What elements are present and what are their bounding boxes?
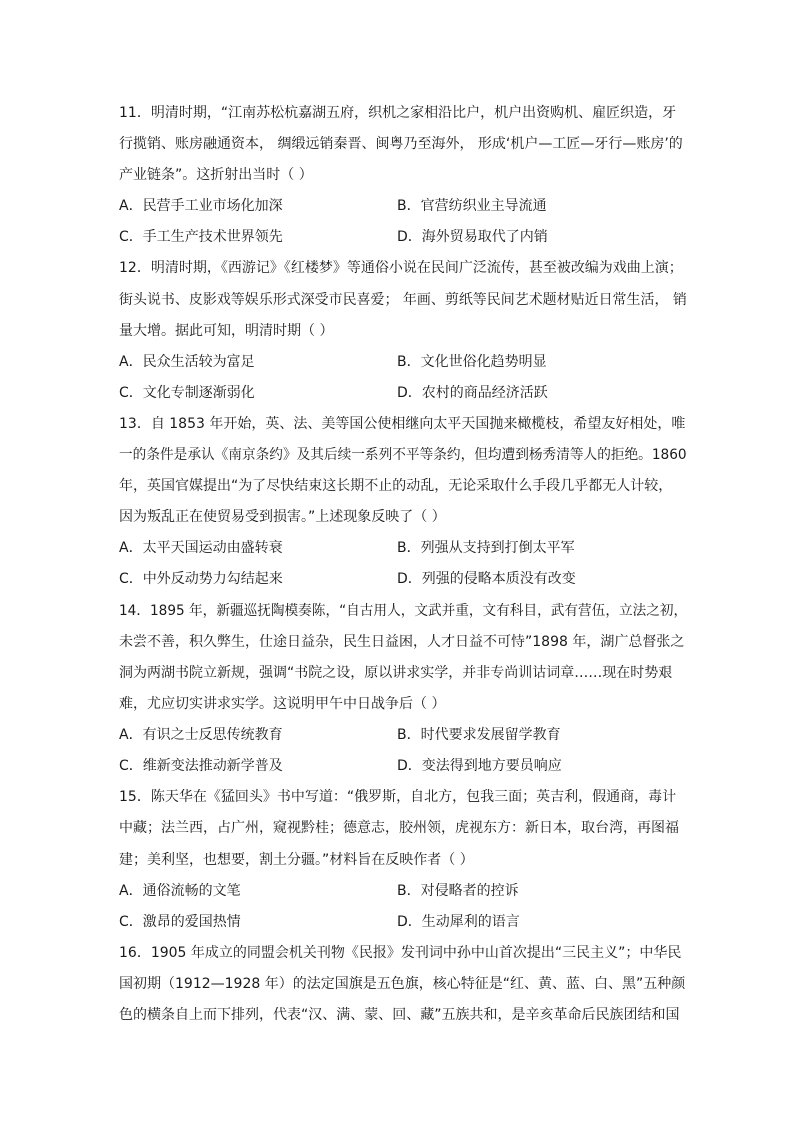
- q13-stem-line-3: 年，英国官媒提出“为了尽快结束这长期不止的动乱，无论采取什么手段几乎都无人计较，: [119, 478, 673, 494]
- q15-stem-line-3: 建；美利坚，也想要，割土分疆。”材料旨在反映作者（ ）: [119, 852, 474, 868]
- q12-stem-line-3: 量大增。据此可知，明清时期（ ）: [119, 323, 334, 339]
- q13-stem-line-2: 一的条件是承认《南京条约》及其后续一系列不平等条约，但均遭到杨秀清等人的拒绝。1860: [119, 447, 687, 463]
- q12-stem-line-2: 街头说书、皮影戏等娱乐形式深受市民喜爱； 年画、剪纸等民间艺术题材贴近日常生活， 销: [119, 292, 687, 308]
- q15-option-a: A．通俗流畅的文笔: [119, 883, 241, 899]
- q12-option-a: A．民众生活较为富足: [119, 354, 255, 370]
- q12-option-d: D．农村的商品经济活跃: [397, 385, 548, 401]
- q15-stem-line-1: 15．陈天华在《猛回头》书中写道：“俄罗斯，自北方，包我三面；英吉利，假通商，毒计: [119, 789, 677, 805]
- q12-option-c: C．文化专制逐渐弱化: [119, 385, 255, 401]
- q14-option-c: C．维新变法推动新学普及: [119, 758, 283, 774]
- q13-stem-line-1: 13．自 1853 年开始，英、法、美等国公使相继向太平天国抛来橄榄枝，希望友好相处，唯: [119, 416, 686, 432]
- q14-option-a: A．有识之士反思传统教育: [119, 727, 283, 743]
- q15-option-d: D．生动犀利的语言: [397, 914, 520, 930]
- q13-option-b: B．列强从支持到打倒太平军: [397, 540, 575, 556]
- q14-option-b: B．时代要求发展留学教育: [397, 727, 561, 743]
- q14-stem-line-1: 14．1895 年，新疆巡抚陶模奏陈，“自古用人，文武并重，文有科目，武有营伍，立法之初，: [119, 603, 688, 619]
- q14-stem-line-3: 洞为两湖书院立新规，强调“书院之设，原以讲求实学，并非专尚训诂词章……现在时势艰: [119, 665, 673, 681]
- q11-option-d: D．海外贸易取代了内销: [397, 229, 548, 245]
- q11-option-a: A．民营手工业市场化加深: [119, 198, 283, 214]
- q12-option-b: B．文化世俗化趋势明显: [397, 354, 547, 370]
- q14-stem-line-4: 难，尤应切实讲求实学。这说明甲午中日战争后（ ）: [119, 696, 446, 712]
- q11-stem-line-3: 产业链条”。这折射出当时（ ）: [119, 167, 313, 183]
- q13-option-c: C．中外反动势力勾结起来: [119, 571, 283, 587]
- q11-stem-line-2: 行揽销、账房融通资本， 绸缎远销秦晋、闽粤乃至海外， 形成‘机户—工匠—牙行—账房’的: [119, 136, 683, 152]
- q13-option-d: D．列强的侵略本质没有改变: [397, 571, 576, 587]
- q14-option-d: D．变法得到地方要员响应: [397, 758, 562, 774]
- q13-stem-line-4: 因为叛乱正在使贸易受到损害。”上述现象反映了（ ）: [119, 509, 446, 525]
- q11-option-c: C．手工生产技术世界领先: [119, 229, 283, 245]
- q15-stem-line-2: 中藏；法兰西，占广州，窥视黔桂；德意志，胶州领，虎视东方：新日本，取台湾，再图福: [119, 820, 679, 836]
- q16-stem-line-1: 16．1905 年成立的同盟会机关刊物《民报》发刊词中孙中山首次提出“三民主义”；中华民: [119, 945, 682, 961]
- q12-stem-line-1: 12．明清时期，《西游记》《红楼梦》等通俗小说在民间广泛流传，甚至被改编为戏曲上演；: [119, 260, 683, 276]
- q16-stem-line-3: 色的横条自上而下排列，代表“汉、满、蒙、回、藏”五族共和，是辛亥革命后民族团结和国: [119, 1007, 680, 1023]
- q14-stem-line-2: 未尝不善，积久弊生，仕途日益杂，民生日益困，人才日益不可恃”1898 年，湖广总督张之: [119, 634, 685, 650]
- q11-option-b: B．官营纺织业主导流通: [397, 198, 547, 214]
- q15-option-c: C．激昂的爱国热情: [119, 914, 241, 930]
- q15-option-b: B．对侵略者的控诉: [397, 883, 519, 899]
- q16-stem-line-2: 国初期（1912—1928 年）的法定国旗是五色旗，核心特征是“红、黄、蓝、白、黑”五种颜: [119, 976, 686, 992]
- q13-option-a: A．太平天国运动由盛转衰: [119, 540, 283, 556]
- q11-stem-line-1: 11．明清时期，“江南苏松杭嘉湖五府，织机之家相沿比户，机户出资购机、雇匠织造，牙: [119, 105, 677, 121]
